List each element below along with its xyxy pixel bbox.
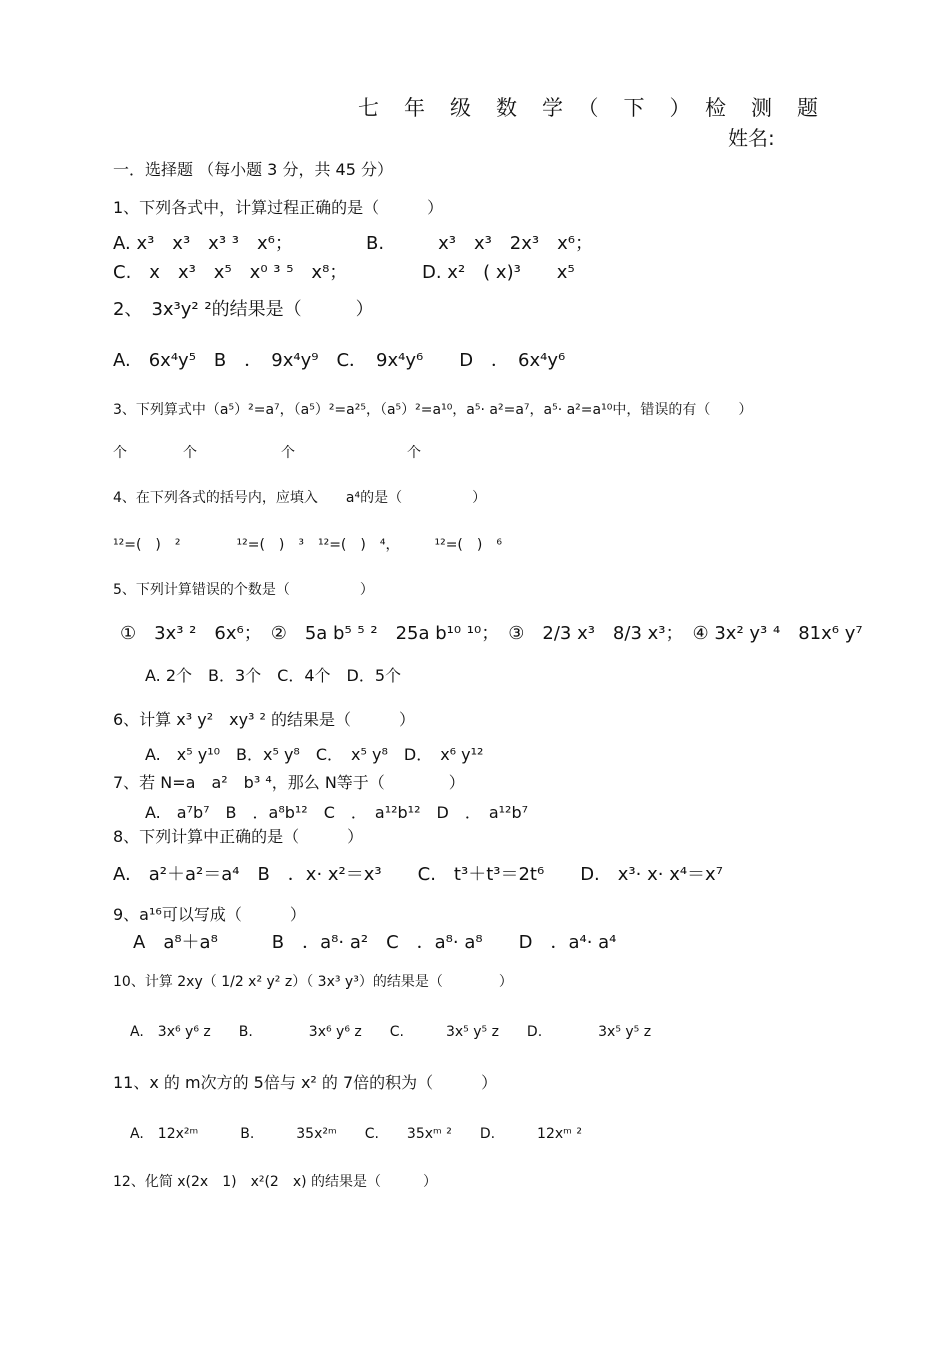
q9-options: A a⁸＋a⁸ B ．a⁸· a² C ．a⁸· a⁸ D ．a⁴· a⁴ xyxy=(133,932,617,953)
q7-options: A. a⁷b⁷ B ．a⁸b¹² C ． a¹²b¹² D ． a¹²b⁷ xyxy=(145,803,529,822)
q6-options: A. x⁵ y¹⁰ B．x⁵ y⁸ C． x⁵ y⁸ D． x⁶ y¹² xyxy=(145,745,484,764)
q5-options: A. 2个 B．3个 C．4个 D．5个 xyxy=(145,666,402,685)
q6-stem: 6、计算 x³ y² xy³ ² 的结果是（ ） xyxy=(113,710,416,729)
q3-options: 个 个 个 个 xyxy=(113,445,421,461)
q11-options: A. 12x²ᵐ B. 35x²ᵐ C. 35xᵐ ² D. 12xᵐ ² xyxy=(130,1126,582,1142)
q1-option-a: A. x³ x³ x³ ³ x⁶； xyxy=(113,233,293,254)
section-heading: 一．选择题 （每小题 3 分，共 45 分） xyxy=(113,160,393,179)
q1-option-b: B. x³ x³ 2x³ x⁶； xyxy=(366,233,593,254)
q4-stem: 4、在下列各式的括号内，应填入 a⁴的是（ ） xyxy=(113,490,487,506)
page-title: 七 年 级 数 学 （ 下 ） 检 测 题 xyxy=(358,96,820,120)
q10-stem: 10、计算 2xy（ 1/2 x² y² z）（ 3x³ y³）的结果是（ ） xyxy=(113,974,513,990)
name-label: 姓名: xyxy=(728,126,775,150)
q9-stem: 9、a¹⁶可以写成（ ） xyxy=(113,905,306,924)
q5-items: ① 3x³ ² 6x⁶； ② 5a b⁵ ⁵ ² 25a b¹⁰ ¹⁰； ③ 2/3 x³ 8/3 x³； ④ 3x² y³ ⁴ 81x⁶ y⁷ xyxy=(120,623,863,644)
q4-options: ¹²=( ) ² ¹²=( ) ³ ¹²=( ) ⁴， ¹²=( ) ⁶ xyxy=(113,537,502,553)
q10-options: A. 3x⁶ y⁶ z B. 3x⁶ y⁶ z C. 3x⁵ y⁵ z D. 3x⁵ y⁵ z xyxy=(130,1024,652,1040)
q7-stem: 7、若 N=a a² b³ ⁴，那么 N等于（ ） xyxy=(113,773,465,792)
q3-stem: 3、下列算式中（a⁵）²=a⁷，（a⁵）²=a²⁵，（a⁵）²=a¹⁰，a⁵· a²=a⁷，a⁵· a²=a¹⁰中，错误的有（ ） xyxy=(113,402,753,418)
q11-stem: 11、x 的 m次方的 5倍与 x² 的 7倍的积为（ ） xyxy=(113,1073,498,1092)
q1-option-d: D. x² ( x)³ x⁵ xyxy=(422,262,575,283)
q1-stem: 1、下列各式中，计算过程正确的是（ ） xyxy=(113,198,444,217)
q2-stem: 2、 3x³y² ²的结果是（ ） xyxy=(113,299,374,320)
q5-stem: 5、下列计算错误的个数是（ ） xyxy=(113,582,374,598)
q8-options: A. a²＋a²＝a⁴ B ．x· x²＝x³ C. t³＋t³＝2t⁶ D. x³· x· x⁴＝x⁷ xyxy=(113,864,723,885)
q1-option-c: C. x x³ x⁵ x⁰ ³ ⁵ x⁸； xyxy=(113,262,348,283)
q2-options: A. 6x⁴y⁵ B ． 9x⁴y⁹ C． 9x⁴y⁶ D ． 6x⁴y⁶ xyxy=(113,350,566,371)
q12-stem: 12、化简 x(2x 1) x²(2 x) 的结果是（ ） xyxy=(113,1174,438,1190)
q8-stem: 8、下列计算中正确的是（ ） xyxy=(113,827,364,846)
